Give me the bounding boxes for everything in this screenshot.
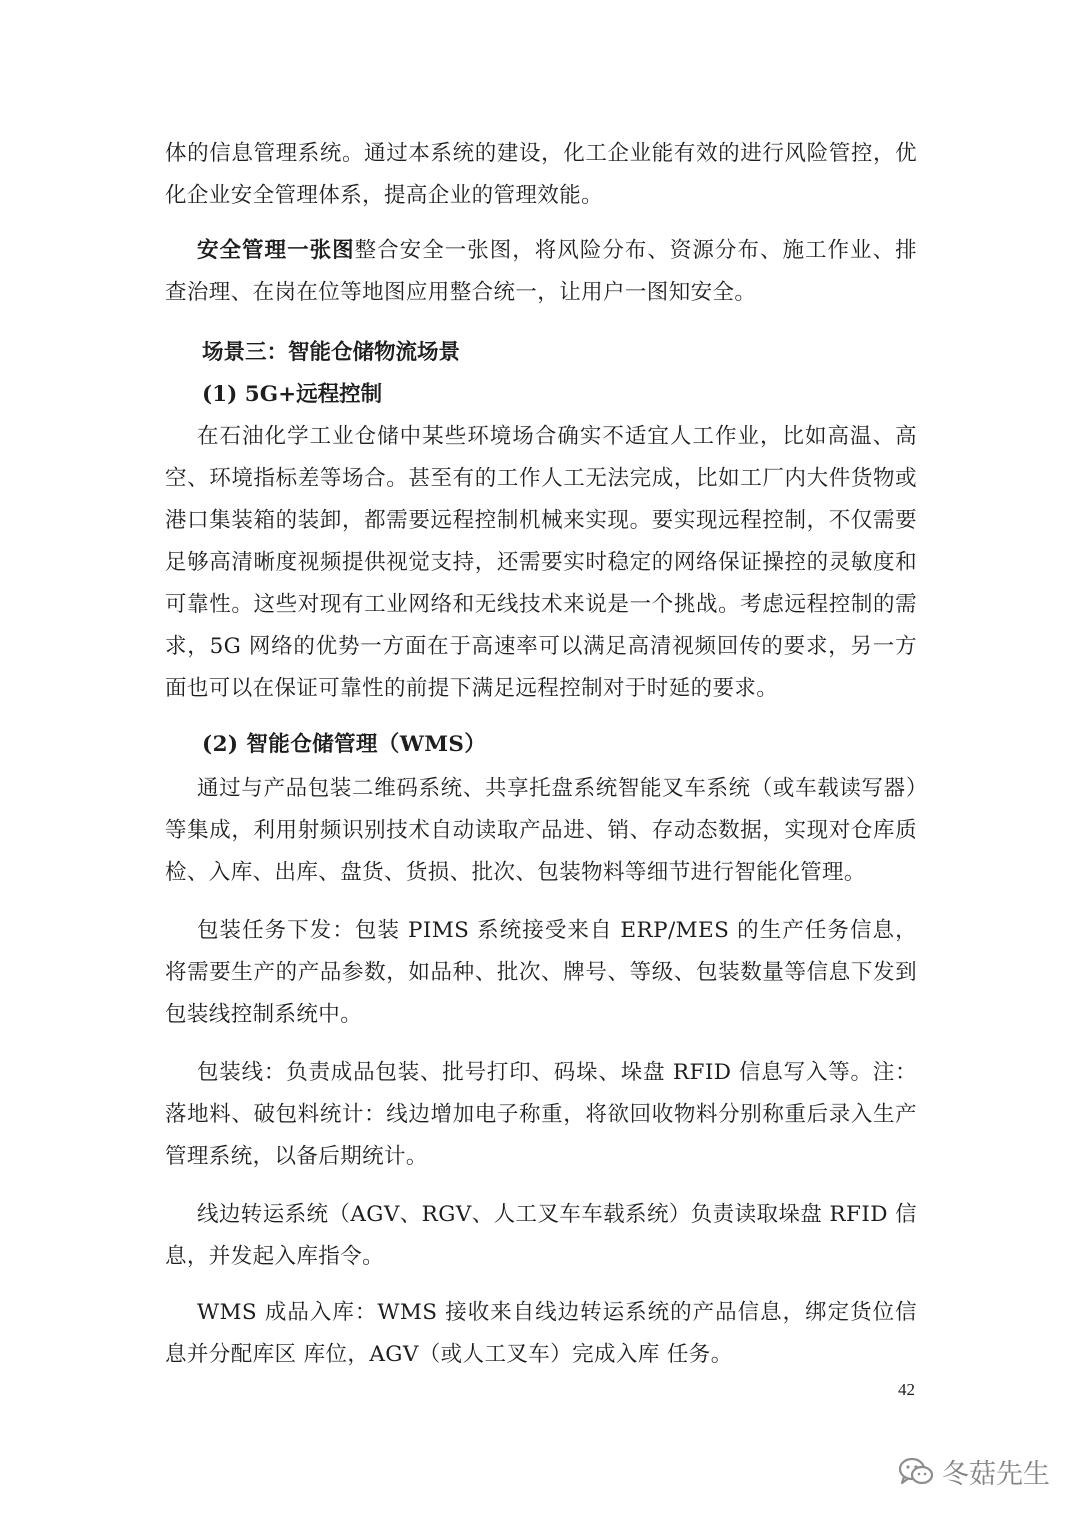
paragraph-intro: 体的信息管理系统。通过本系统的建设，化工企业能有效的进行风险管控，优化企业安全管理体系，提高企业的管理效能。 bbox=[165, 141, 917, 208]
paragraph-packaging-line: 包装线：负责成品包装、批号打印、码垛、垛盘 RFID 信息写入等。注：落地料、破包料统计：线边增加电子称重，将欲回收物料分别称重后录入生产管理系统，以备后期统计。 bbox=[165, 1060, 917, 1169]
watermark bbox=[898, 1452, 1050, 1491]
safety-map-description: 整合安全一张图，将风险分布、资源分布、施工作业、排查治理、在岗在位等地图应用整合统一，让用户一图知安全。 bbox=[165, 238, 917, 305]
paragraph-safety-map bbox=[165, 230, 917, 314]
paragraph-packaging-task: 包装任务下发：包装 PIMS 系统接受来自 ERP/MES 的生产任务信息，将需要生产的产品参数，如品种、批次、牌号、等级、包装数量等信息下发到包装线控制系统中。 bbox=[165, 918, 917, 1027]
paragraph-remote-control: 在石油化学工业仓储中某些环境场合确实不适宜人工作业，比如高温、高空、环境指标差等场合。甚至有的工作人工无法完成，比如工厂内大件货物或港口集装箱的装卸，都需要远程控制机械来实现。要实现远程控制，不仅需要足够高清晰度视频提供视觉支持，还需要实时稳定的网络保证操控的灵敏度和可靠性。这些对现有工业网络和无线技术来说是一个挑战。考虑远程控制的需求，5G 网络的优势一方面在于高速率可以满足高清视频回传的要求，另一方面也可以在保证可靠性的前提下满足远程控制对于时延的要求。 bbox=[165, 424, 917, 701]
section-heading-scene-three: 场景三：智能仓储物流场景 bbox=[202, 340, 461, 365]
paragraph-line-transfer: 线边转运系统（AGV、RGV、人工叉车车载系统）负责读取垛盘 RFID 信息，并发起入库指令。 bbox=[165, 1202, 917, 1269]
safety-map-term: 安全管理一张图 bbox=[197, 238, 355, 263]
page-number: 42 bbox=[898, 1380, 915, 1399]
wechat-icon bbox=[898, 1457, 934, 1487]
subheading-5g-remote-control: (1) 5G+远程控制 bbox=[202, 382, 383, 407]
paragraph-wms-intro: 通过与产品包装二维码系统、共享托盘系统智能叉车系统（或车载读写器）等集成，利用射频识别技术自动读取产品进、销、存动态数据，实现对仓库质检、入库、出库、盘货、货损、批次、包装物料等细节进行智能化管理。 bbox=[165, 776, 917, 885]
watermark-text: 冬菇先生 bbox=[942, 1459, 1050, 1490]
paragraph-wms-inbound: WMS 成品入库：WMS 接收来自线边转运系统的产品信息，绑定货位信息并分配库区 库位，AGV（或人工叉车）完成入库 任务。 bbox=[165, 1300, 917, 1367]
subheading-wms: (2) 智能仓储管理（WMS） bbox=[202, 732, 487, 757]
